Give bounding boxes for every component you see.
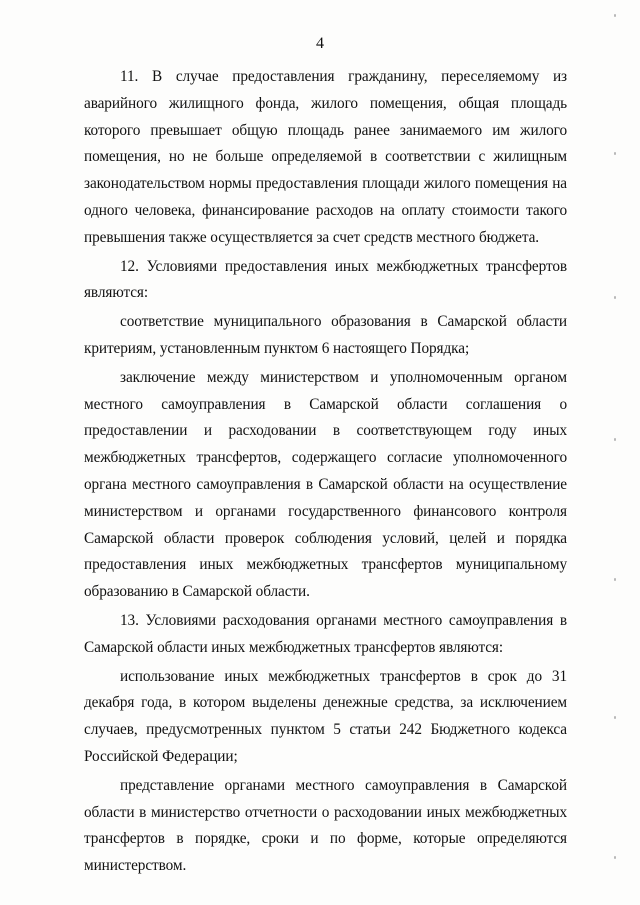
paragraph-12-condition-2: заключение между министерством и уполномоченным органом местного самоуправления в Самарской области соглашения о предоставлении и расходовании в соответствующем году иных межбюджетных трансфертов, содержащего согласие уполномоченного органа местного самоуправления в Самарской области на осуществление министерством и органами государственного финансового контроля Самарской области проверок соблюдения условий, целей и порядка предоставления иных межбюджетных трансфертов муниципальному образованию в Самарской области.: [84, 368, 567, 601]
paragraph-13-condition-1: использование иных межбюджетных трансфертов в срок до 31 декабря года, в котором выделены денежные средства, за исключением случаев, предусмотренных пунктом 5 статьи 242 Бюджетного кодекса Российской Федерации;: [84, 667, 567, 765]
scan-margin-marks: [608, 0, 616, 905]
paragraph-13: 13. Условиями расходования органами местного самоуправления в Самарской области иных межбюджетных трансфертов являются:: [84, 611, 567, 656]
scan-speck: [614, 716, 616, 719]
scan-speck: [614, 296, 616, 299]
scan-speck: [614, 438, 616, 441]
scan-speck: [614, 856, 616, 859]
scan-speck: [614, 152, 616, 155]
document-body: [84, 64, 567, 880]
scan-speck: [614, 14, 616, 17]
page-number: 4: [316, 35, 324, 52]
paragraph-12-condition-1: соответствие муниципального образования в Самарской области критериям, установленным пунктом 6 настоящего Порядка;: [84, 313, 567, 357]
paragraph-13-condition-2: представление органами местного самоуправления в Самарской области в министерство отчетности о расходовании иных межбюджетных трансфертов в порядке, сроки и по форме, которые определяются министерством.: [84, 776, 567, 875]
paragraph-11: 11. В случае предоставления гражданину, переселяемому из аварийного жилищного фонда, жилого помещения, общая площадь которого превышает общую площадь ранее занимаемого им жилого помещения, но не больше определяемой в соответствии с жилищным законодательством нормы предоставления площади жилого помещения на одного человека, финансирование расходов на оплату стоимости такого превышения также осуществляется за счет средств местного бюджета.: [84, 68, 567, 246]
scan-speck: [614, 578, 616, 581]
paragraph-12: 12. Условиями предоставления иных межбюджетных трансфертов являются:: [84, 257, 567, 302]
